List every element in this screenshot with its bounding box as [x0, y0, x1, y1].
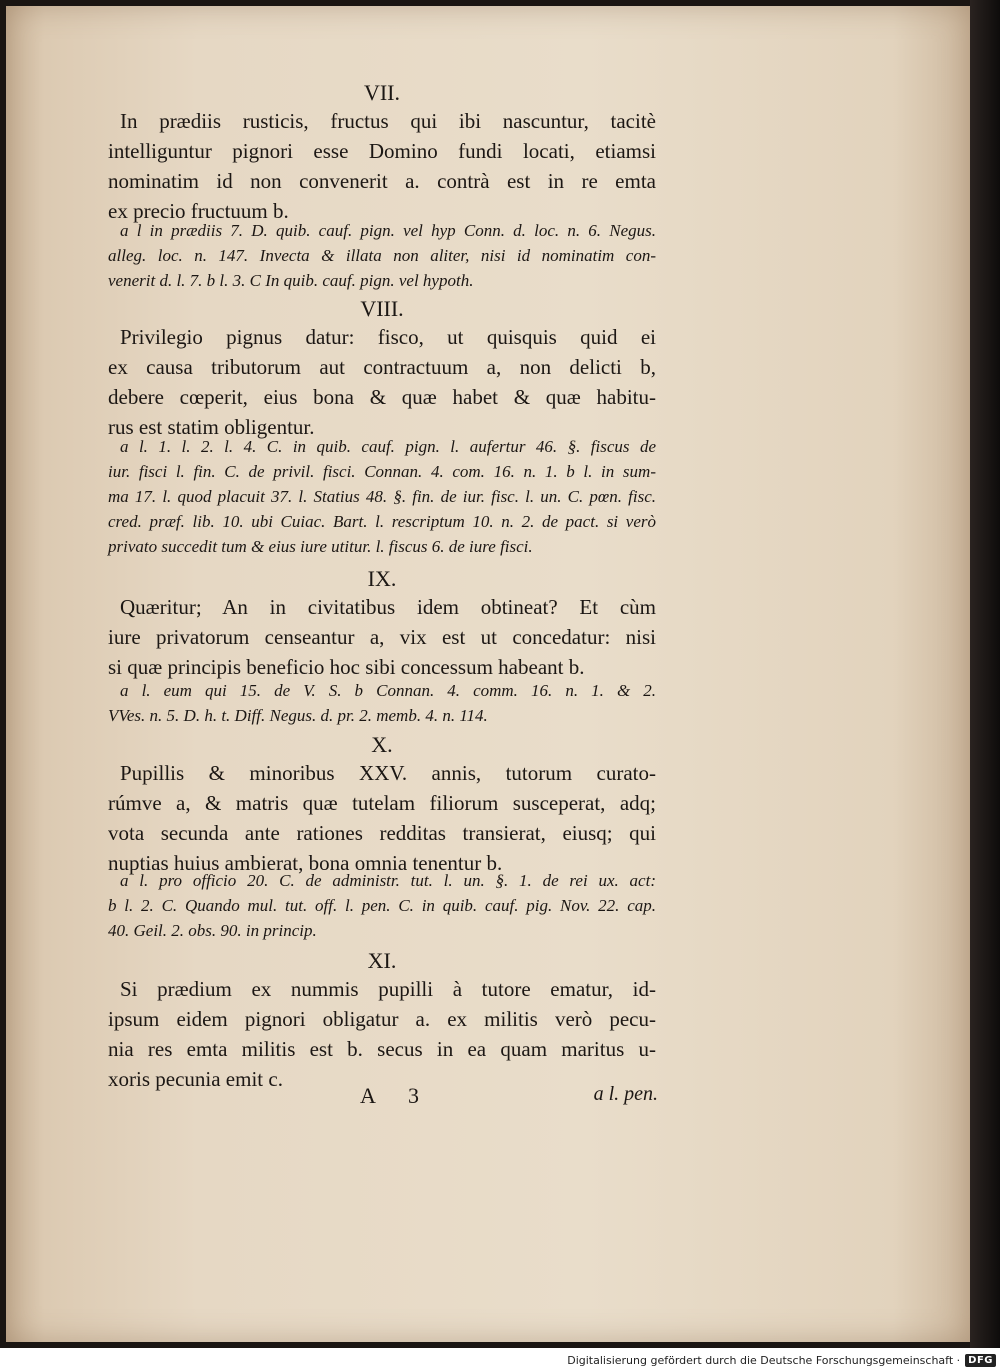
text-line: Privilegio pignus datur: fisco, ut quisquis quid ei [120, 325, 656, 349]
note-line: a l. pro officio 20. C. de administr. tut. l. un. §. 1. de rei ux. act: [120, 871, 656, 890]
text-line: rus est statim obligentur. [108, 415, 315, 439]
note-line: b l. 2. C. Quando mul. tut. off. l. pen. C. in quib. cauf. pig. Nov. 22. cap. [108, 896, 656, 915]
note-line: alleg. loc. n. 147. Invecta & illata non aliter, nisi id nominatim con- [108, 246, 656, 265]
text-line: Quæritur; An in civitatibus idem obtineat? Et cùm [120, 595, 656, 619]
footer-credit: Digitalisierung gefördert durch die Deutsche Forschungsgemeinschaft · [567, 1353, 961, 1367]
section-text-x [108, 758, 656, 878]
catchword: a l. pen. [593, 1083, 658, 1105]
section-heading-x: X. [371, 732, 393, 757]
section-text-ix [108, 592, 656, 682]
note-line: cred. præf. lib. 10. ubi Cuiac. Bart. l. rescriptum 10. n. 2. de pact. si verò [108, 512, 656, 531]
note-line: privato succedit tum & eius iure utitur. l. fiscus 6. de iure fisci. [108, 537, 533, 556]
section-text-xi [108, 974, 656, 1094]
digitization-footer [0, 1350, 996, 1370]
footnote-vii [108, 218, 656, 293]
text-line: intelliguntur pignori esse Domino fundi locati, etiamsi [108, 139, 656, 163]
dfg-logo: DFG [965, 1354, 996, 1367]
note-line: a l. eum qui 15. de V. S. b Connan. 4. comm. 16. n. 1. & 2. [120, 681, 656, 700]
signature-mark: A [360, 1083, 376, 1108]
text-line: ipsum eidem pignori obligatur a. ex militis verò pecu- [108, 1007, 656, 1031]
signature-number: 3 [408, 1083, 419, 1108]
text-line: xoris pecunia emit c. [108, 1067, 283, 1091]
signature-line [108, 1083, 658, 1115]
book-edge-shadow [970, 0, 1000, 1348]
text-line: nominatim id non convenerit a. contrà est in re emta [108, 169, 656, 193]
text-line: si quæ principis beneficio hoc sibi concessum habeant b. [108, 655, 585, 679]
text-line: ex causa tributorum aut contractuum a, non delicti b, [108, 355, 656, 379]
text-line: rúmve a, & matris quæ tutelam filiorum susceperat, adq; [108, 791, 656, 815]
section-text-viii [108, 322, 656, 442]
text-line: iure privatorum censeantur a, vix est ut concedatur: nisi [108, 625, 656, 649]
footnote-viii [108, 434, 656, 559]
footnote-x [108, 868, 656, 943]
note-line: venerit d. l. 7. b l. 3. C In quib. cauf. pign. vel hypoth. [108, 271, 474, 290]
note-line: iur. fisci l. fin. C. de privil. fisci. Connan. 4. com. 16. n. 1. b l. in sum- [108, 462, 656, 481]
text-line: Pupillis & minoribus XXV. annis, tutorum curato- [120, 761, 656, 785]
section-text-vii [108, 106, 656, 226]
note-line: ma 17. l. quod placuit 37. l. Statius 48. §. fin. de iur. fisc. l. un. C. pœn. fisc. [108, 487, 656, 506]
section-heading-vii: VII. [363, 80, 401, 105]
text-line: debere cœperit, eius bona & quæ habet & quæ habitu- [108, 385, 656, 409]
note-line: a l. 1. l. 2. l. 4. C. in quib. cauf. pign. l. aufertur 46. §. fiscus de [120, 437, 656, 456]
text-line: In prædiis rusticis, fructus qui ibi nascuntur, tacitè [120, 109, 656, 133]
section-heading-ix: IX. [367, 566, 397, 591]
text-line: nuptias huius ambierat, bona omnia tenentur b. [108, 851, 503, 875]
text-line: nia res emta militis est b. secus in ea quam maritus u- [108, 1037, 656, 1061]
footnote-ix [108, 678, 656, 728]
text-line: vota secunda ante rationes redditas transierat, eiusq; qui [108, 821, 656, 845]
section-heading-viii: VIII. [360, 296, 404, 321]
note-line: VVes. n. 5. D. h. t. Diff. Negus. d. pr. 2. memb. 4. n. 114. [108, 706, 488, 725]
note-line: a l in prædiis 7. D. quib. cauf. pign. vel hyp Conn. d. loc. n. 6. Negus. [120, 221, 656, 240]
section-heading-xi: XI. [367, 948, 397, 973]
note-line: 40. Geil. 2. obs. 90. in princip. [108, 921, 317, 940]
text-line: Si prædium ex nummis pupilli à tutore ematur, id- [120, 977, 656, 1001]
text-line: ex precio fructuum b. [108, 199, 289, 223]
